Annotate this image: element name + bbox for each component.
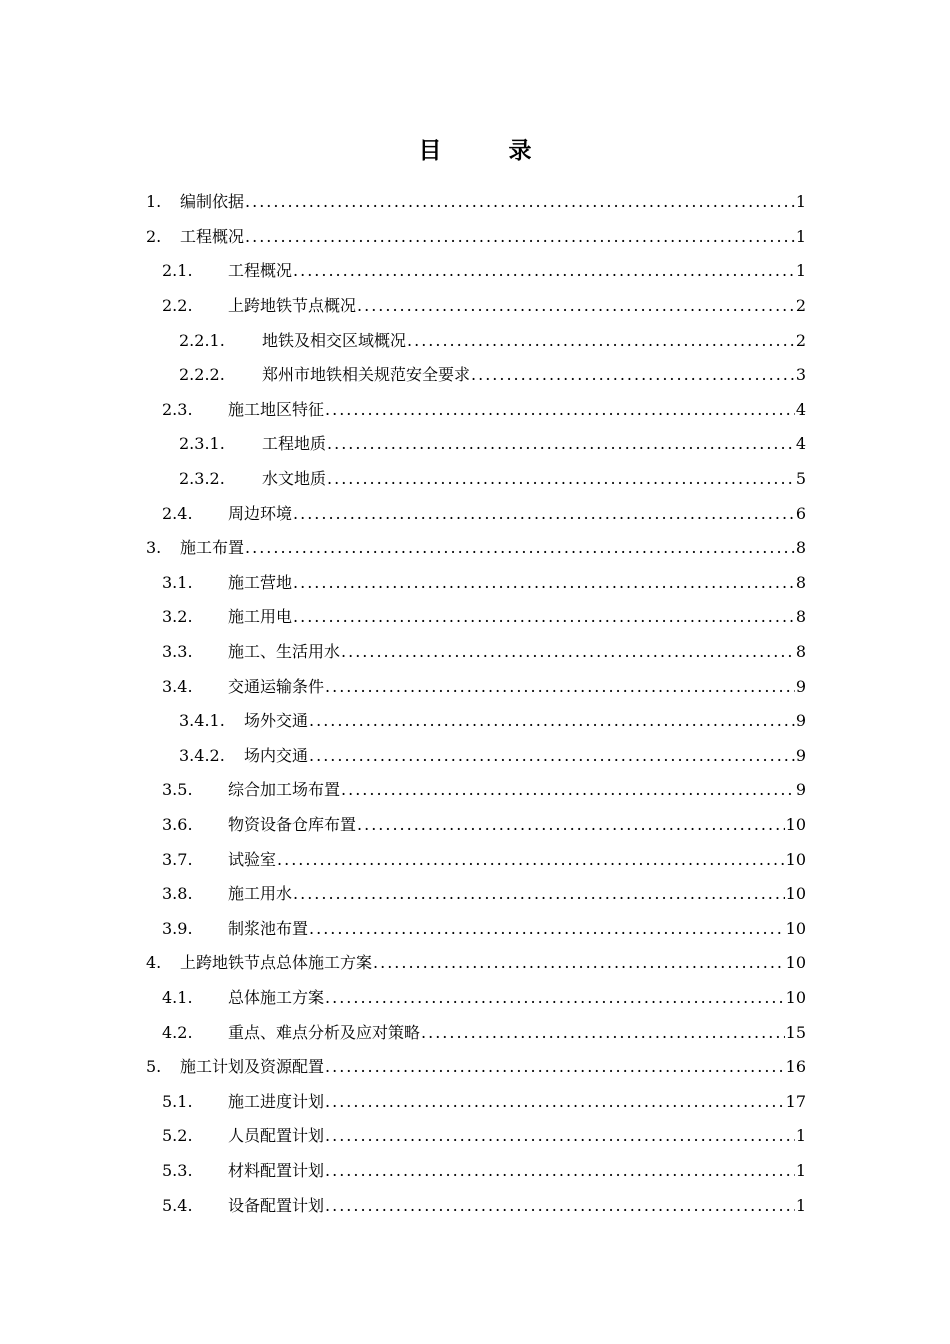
toc-entry-page-number: 1 bbox=[795, 261, 806, 281]
toc-entry-page-number: 2 bbox=[795, 330, 806, 350]
toc-entry-label bbox=[228, 296, 806, 316]
toc-entry-page-number: 15 bbox=[785, 1022, 806, 1042]
toc-entry-page-number: 1 bbox=[795, 192, 806, 212]
toc-entry-text: 施工计划及资源配置 bbox=[180, 1057, 325, 1077]
toc-entry-label bbox=[262, 469, 806, 489]
toc-entry-number: 5.3. bbox=[162, 1160, 193, 1180]
toc-entry[interactable] bbox=[0, 1188, 950, 1223]
toc-entry-label bbox=[228, 815, 806, 835]
toc-entry-page-number: 1 bbox=[795, 226, 806, 246]
toc-leader-dots bbox=[325, 988, 785, 1008]
toc-entry-text: 周边环境 bbox=[228, 503, 293, 523]
toc-entry-text: 材料配置计划 bbox=[228, 1160, 325, 1180]
toc-entry[interactable] bbox=[0, 842, 950, 877]
toc-entry-text: 编制依据 bbox=[180, 192, 245, 212]
toc-leader-dots bbox=[407, 331, 795, 351]
toc-entry[interactable] bbox=[0, 496, 950, 531]
toc-leader-dots bbox=[293, 573, 795, 593]
toc-leader-dots bbox=[293, 504, 795, 524]
toc-entry-number: 5. bbox=[146, 1057, 162, 1077]
toc-leader-dots bbox=[421, 1023, 785, 1043]
toc-entry[interactable] bbox=[0, 1084, 950, 1119]
toc-entry[interactable] bbox=[0, 704, 950, 739]
toc-entry-number: 2. bbox=[146, 226, 162, 246]
toc-entry-text: 试验室 bbox=[228, 849, 277, 869]
toc-entry[interactable] bbox=[0, 393, 950, 428]
toc-entry-page-number: 9 bbox=[795, 711, 806, 731]
toc-entry-label bbox=[262, 434, 806, 454]
toc-leader-dots bbox=[357, 815, 785, 835]
toc-entry-number: 3.5. bbox=[162, 780, 193, 800]
toc-entry-page-number: 8 bbox=[795, 607, 806, 627]
toc-entry[interactable] bbox=[0, 1015, 950, 1050]
toc-entry-label bbox=[180, 538, 806, 558]
toc-entry-text: 人员配置计划 bbox=[228, 1126, 325, 1146]
toc-leader-dots bbox=[341, 642, 795, 662]
toc-entry-label bbox=[228, 850, 806, 870]
toc-leader-dots bbox=[471, 365, 795, 385]
toc-entry-page-number: 6 bbox=[795, 503, 806, 523]
toc-leader-dots bbox=[327, 434, 795, 454]
toc-entry[interactable] bbox=[0, 600, 950, 635]
toc-entry-page-number: 9 bbox=[795, 745, 806, 765]
toc-entry-text: 施工布置 bbox=[180, 538, 245, 558]
toc-entry-number: 4.1. bbox=[162, 987, 193, 1007]
toc-entry-number: 2.3.1. bbox=[179, 434, 225, 454]
toc-entry[interactable] bbox=[0, 185, 950, 220]
toc-entry-label bbox=[228, 1126, 806, 1146]
toc-entry-label bbox=[262, 331, 806, 351]
toc-entry-text: 郑州市地铁相关规范安全要求 bbox=[262, 365, 471, 385]
toc-entry-page-number: 10 bbox=[785, 849, 806, 869]
toc-entry-text: 场内交通 bbox=[244, 745, 309, 765]
toc-entry-text: 工程概况 bbox=[180, 226, 245, 246]
toc-leader-dots bbox=[293, 884, 785, 904]
toc-entry-page-number: 10 bbox=[785, 987, 806, 1007]
toc-entry-text: 工程地质 bbox=[262, 434, 327, 454]
toc-entry-text: 上跨地铁节点概况 bbox=[228, 296, 357, 316]
toc-entry-label bbox=[228, 642, 806, 662]
toc-entry-number: 3.7. bbox=[162, 849, 193, 869]
toc-entry-text: 综合加工场布置 bbox=[228, 780, 341, 800]
toc-entry-text: 物资设备仓库布置 bbox=[228, 814, 357, 834]
toc-entry-page-number: 1 bbox=[795, 1126, 806, 1146]
toc-entry-label bbox=[180, 192, 806, 212]
toc-entry-page-number: 8 bbox=[795, 642, 806, 662]
toc-entry-label bbox=[228, 573, 806, 593]
toc-leader-dots bbox=[309, 746, 795, 766]
toc-entry-number: 1. bbox=[146, 192, 162, 212]
toc-entry-text: 地铁及相交区域概况 bbox=[262, 330, 407, 350]
toc-entry-number: 2.4. bbox=[162, 503, 193, 523]
toc-entry-number: 5.1. bbox=[162, 1091, 193, 1111]
toc-entry-label bbox=[228, 780, 806, 800]
toc-entry-label bbox=[228, 400, 806, 420]
toc-leader-dots bbox=[341, 780, 795, 800]
toc-entry[interactable] bbox=[0, 531, 950, 566]
toc-leader-dots bbox=[325, 1196, 795, 1216]
toc-entry[interactable] bbox=[0, 462, 950, 497]
toc-entry-text: 施工地区特征 bbox=[228, 399, 325, 419]
toc-leader-dots bbox=[245, 192, 795, 212]
toc-entry-text: 施工、生活用水 bbox=[228, 642, 341, 662]
toc-entry-number: 2.2. bbox=[162, 296, 193, 316]
toc-leader-dots bbox=[325, 1126, 795, 1146]
toc-leader-dots bbox=[309, 711, 795, 731]
toc-entry[interactable] bbox=[0, 427, 950, 462]
toc-entry-number: 5.4. bbox=[162, 1195, 193, 1215]
toc-entry-page-number: 1 bbox=[795, 1160, 806, 1180]
toc-entry-text: 上跨地铁节点总体施工方案 bbox=[180, 953, 373, 973]
toc-leader-dots bbox=[325, 1092, 785, 1112]
toc-leader-dots bbox=[373, 953, 785, 973]
toc-entry-label bbox=[244, 746, 806, 766]
toc-entry-label bbox=[180, 227, 806, 247]
toc-leader-dots bbox=[293, 607, 795, 627]
toc-entry-page-number: 4 bbox=[795, 399, 806, 419]
toc-entry-label bbox=[180, 1057, 806, 1077]
toc-entry-page-number: 10 bbox=[785, 814, 806, 834]
toc-entry-page-number: 2 bbox=[795, 296, 806, 316]
toc-entry-number: 3. bbox=[146, 538, 162, 558]
toc-entry-text: 总体施工方案 bbox=[228, 987, 325, 1007]
toc-entry-number: 5.2. bbox=[162, 1126, 193, 1146]
toc-entry[interactable] bbox=[0, 946, 950, 981]
toc-entry-text: 交通运输条件 bbox=[228, 676, 325, 696]
toc-entry[interactable] bbox=[0, 635, 950, 670]
toc-leader-dots bbox=[325, 400, 795, 420]
toc-entry-label bbox=[228, 504, 806, 524]
toc-entry-number: 2.2.1. bbox=[179, 330, 225, 350]
toc-entry-label bbox=[228, 1092, 806, 1112]
toc-leader-dots bbox=[309, 919, 785, 939]
toc-entry-label bbox=[228, 884, 806, 904]
toc-entry-number: 3.4.2. bbox=[179, 745, 225, 765]
toc-entry[interactable] bbox=[0, 911, 950, 946]
toc-entry-page-number: 9 bbox=[795, 780, 806, 800]
toc-entry-label bbox=[228, 988, 806, 1008]
toc-entry-label bbox=[228, 919, 806, 939]
toc-entry-text: 施工用电 bbox=[228, 607, 293, 627]
toc-entry-page-number: 10 bbox=[785, 918, 806, 938]
toc-entry[interactable] bbox=[0, 739, 950, 774]
toc-entry-label bbox=[244, 711, 806, 731]
toc-entry-text: 水文地质 bbox=[262, 469, 327, 489]
toc-entry-text: 场外交通 bbox=[244, 711, 309, 731]
toc-entry-number: 4.2. bbox=[162, 1022, 193, 1042]
toc-entry-page-number: 5 bbox=[795, 469, 806, 489]
toc-entry-label bbox=[262, 365, 806, 385]
toc-entry[interactable] bbox=[0, 773, 950, 808]
toc-entry[interactable] bbox=[0, 1154, 950, 1189]
toc-entry-label bbox=[228, 1161, 806, 1181]
toc-entry-number: 3.2. bbox=[162, 607, 193, 627]
toc-entry[interactable] bbox=[0, 1050, 950, 1085]
toc-leader-dots bbox=[277, 850, 785, 870]
toc-entry[interactable] bbox=[0, 566, 950, 601]
toc-leader-dots bbox=[357, 296, 795, 316]
toc-entry-label bbox=[228, 261, 806, 281]
toc-entry-text: 施工用水 bbox=[228, 884, 293, 904]
toc-leader-dots bbox=[245, 538, 795, 558]
toc-entry-number: 3.3. bbox=[162, 642, 193, 662]
toc-entry-number: 2.3.2. bbox=[179, 469, 225, 489]
toc-entry-number: 3.6. bbox=[162, 814, 193, 834]
toc-title: 目 录 bbox=[418, 137, 554, 164]
toc-entry-label bbox=[180, 953, 806, 973]
toc-entry-text: 工程概况 bbox=[228, 261, 293, 281]
toc-entry-page-number: 8 bbox=[795, 538, 806, 558]
toc-entry[interactable] bbox=[0, 220, 950, 255]
toc-entry-number: 3.1. bbox=[162, 572, 193, 592]
toc-entry[interactable] bbox=[0, 981, 950, 1016]
toc-entry-page-number: 10 bbox=[785, 884, 806, 904]
toc-entry-page-number: 1 bbox=[795, 1195, 806, 1215]
toc-entry[interactable] bbox=[0, 289, 950, 324]
toc-entry[interactable] bbox=[0, 323, 950, 358]
toc-leader-dots bbox=[325, 1057, 785, 1077]
toc-entry-text: 重点、难点分析及应对策略 bbox=[228, 1022, 421, 1042]
toc-entry[interactable] bbox=[0, 808, 950, 843]
toc-entry-label bbox=[228, 677, 806, 697]
toc-entry-page-number: 8 bbox=[795, 572, 806, 592]
toc-entry-number: 3.9. bbox=[162, 918, 193, 938]
toc-entry-number: 3.8. bbox=[162, 884, 193, 904]
toc-entry-page-number: 16 bbox=[785, 1057, 806, 1077]
toc-entry-text: 施工进度计划 bbox=[228, 1091, 325, 1111]
toc-entry-page-number: 17 bbox=[785, 1091, 806, 1111]
toc-entry-page-number: 4 bbox=[795, 434, 806, 454]
toc-entry-number: 2.3. bbox=[162, 399, 193, 419]
toc-leader-dots bbox=[293, 261, 795, 281]
toc-entry[interactable] bbox=[0, 1119, 950, 1154]
toc-entry-page-number: 10 bbox=[785, 953, 806, 973]
toc-entry-number: 4. bbox=[146, 953, 162, 973]
toc-entry-text: 制浆池布置 bbox=[228, 918, 309, 938]
toc-entry-number: 3.4. bbox=[162, 676, 193, 696]
toc-leader-dots bbox=[245, 227, 795, 247]
toc-entry[interactable] bbox=[0, 877, 950, 912]
toc-leader-dots bbox=[327, 469, 795, 489]
toc-entry-label bbox=[228, 1023, 806, 1043]
toc-leader-dots bbox=[325, 677, 795, 697]
toc-entry-text: 施工营地 bbox=[228, 572, 293, 592]
toc-entry-number: 2.2.2. bbox=[179, 365, 225, 385]
toc-entry-number: 2.1. bbox=[162, 261, 193, 281]
toc-entry-page-number: 3 bbox=[795, 365, 806, 385]
toc-entry[interactable] bbox=[0, 358, 950, 393]
table-of-contents bbox=[0, 185, 950, 1223]
toc-entry[interactable] bbox=[0, 254, 950, 289]
toc-entry-label bbox=[228, 607, 806, 627]
toc-leader-dots bbox=[325, 1161, 795, 1181]
toc-entry-page-number: 9 bbox=[795, 676, 806, 696]
toc-entry-number: 3.4.1. bbox=[179, 711, 225, 731]
toc-entry-text: 设备配置计划 bbox=[228, 1195, 325, 1215]
toc-entry[interactable] bbox=[0, 669, 950, 704]
toc-entry-label bbox=[228, 1196, 806, 1216]
